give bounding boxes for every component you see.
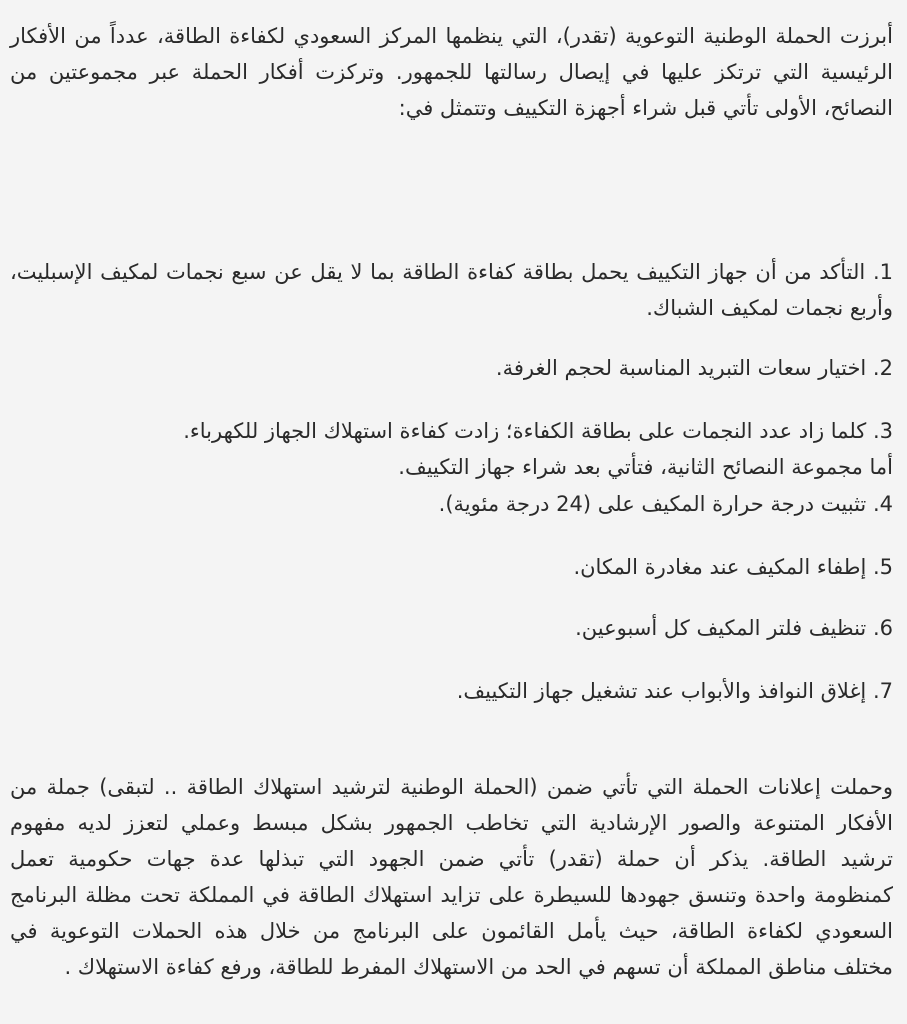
tip-item-6: 6. تنظيف فلتر المكيف كل أسبوعين.: [575, 616, 893, 640]
tip-item-7: 7. إغلاق النوافذ والأبواب عند تشغيل جهاز التكييف.: [456, 679, 893, 703]
intro-line: الرئيسية التي ترتكز عليها في إيصال رسالتها للجمهور. وتركزت أفكار الحملة عبر مجموعتين من: [10, 60, 893, 84]
tip-item-5: 5. إطفاء المكيف عند مغادرة المكان.: [573, 555, 893, 579]
closing-line: ترشيد الطاقة. يذكر أن حملة (تقدر) تأتي ضمن الجهود التي تبذلها عدة جهات حكومية تعمل: [10, 847, 893, 871]
tips-group-2-intro: أما مجموعة النصائح الثانية، فتأتي بعد شراء جهاز التكييف.: [398, 455, 893, 479]
tip-item-1-continued: وأربع نجمات لمكيف الشباك.: [646, 296, 893, 320]
tip-item-1: 1. التأكد من أن جهاز التكييف يحمل بطاقة كفاءة الطاقة بما لا يقل عن سبع نجمات لمكيف الإسبليت،: [10, 260, 893, 284]
closing-line: كمنظومة واحدة وتنسق جهودها للسيطرة على تزايد استهلاك الطاقة في المملكة تحت مظلة البرنامج: [10, 883, 893, 907]
tip-item-4: 4. تثبيت درجة حرارة المكيف على (24 درجة مئوية).: [438, 492, 893, 516]
intro-line: النصائح، الأولى تأتي قبل شراء أجهزة التكييف وتتمثل في:: [398, 96, 893, 120]
closing-line: مختلف مناطق المملكة أن تسهم في الحد من الاستهلاك المفرط للطاقة، ورفع كفاءة الاستهلاك .: [64, 955, 893, 979]
tip-item-2: 2. اختيار سعات التبريد المناسبة لحجم الغرفة.: [495, 356, 893, 380]
closing-line: وحملت إعلانات الحملة التي تأتي ضمن (الحملة الوطنية لترشيد استهلاك الطاقة .. لتبقى) جملة من: [10, 775, 893, 799]
intro-line: أبرزت الحملة الوطنية التوعوية (تقدر)، التي ينظمها المركز السعودي لكفاءة الطاقة، عدداً من الأفكار: [10, 24, 893, 48]
tip-item-3: 3. كلما زاد عدد النجمات على بطاقة الكفاءة؛ زادت كفاءة استهلاك الجهاز للكهرباء.: [183, 419, 893, 443]
closing-line: السعودي لكفاءة الطاقة، حيث يأمل القائمون على البرنامج من خلال هذه الحملات التوعوية في: [10, 919, 893, 943]
closing-line: الأفكار المتنوعة والصور الإرشادية التي تخاطب الجمهور بشكل مبسط وعملي لتعزز لديه مفهوم: [10, 811, 893, 835]
